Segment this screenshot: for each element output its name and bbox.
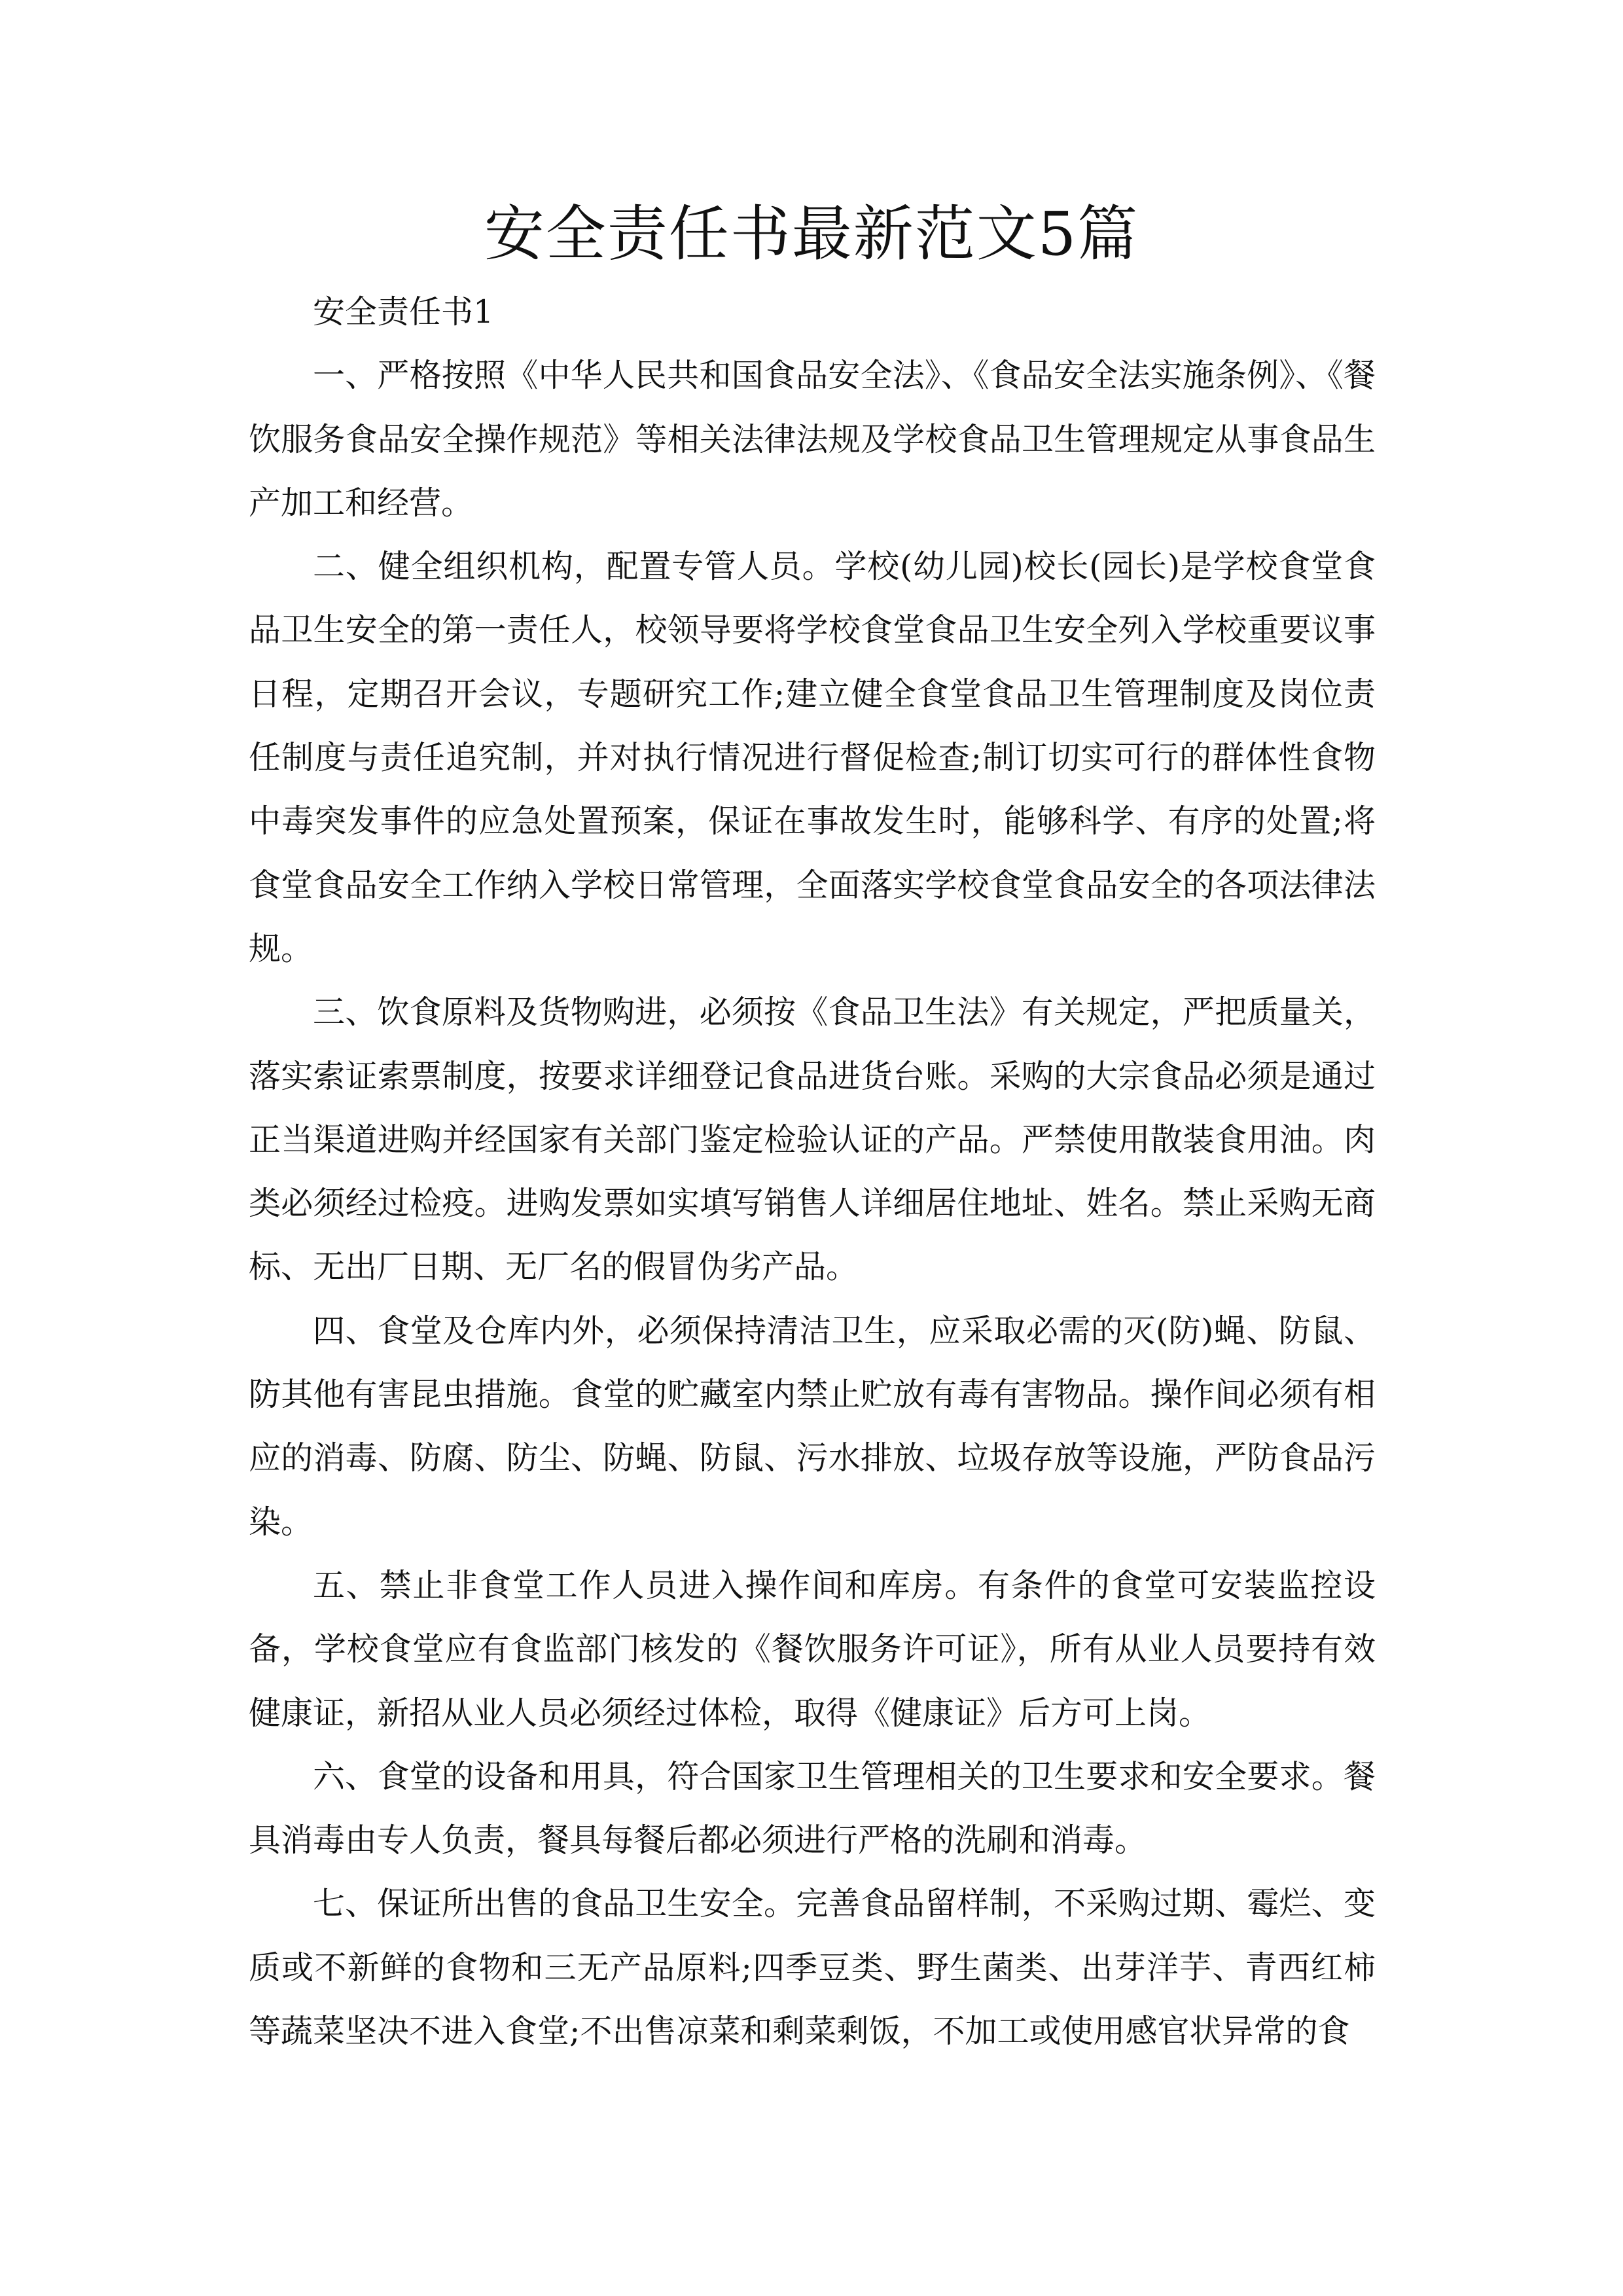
paragraph-3: 三、饮食原料及货物购进，必须按《食品卫生法》有关规定，严把质量关，落实索证索票制度，按要求详细登记食品进货台账。采购的大宗食品必须是通过正当渠道进购并经国家有关部门鉴定检验认证的产品。严禁使用散装食用油。肉类必须经过检疫。进购发票如实填写销售人详细居住地址、姓名。禁止采购无商标、无出厂日期、无厂名的假冒伪劣产品。 [249,994,1376,1286]
document-title: 安全责任书最新范文5篇 [484,199,1139,269]
section-heading: 安全责任书1 [313,293,494,331]
paragraph-2: 二、健全组织机构，配置专管人员。学校(幼儿园)校长(园长)是学校食堂食品卫生安全的第一责任人，校领导要将学校食堂食品卫生安全列入学校重要议事日程，定期召开会议，专题研究工作;建立健全食堂食品卫生管理制度及岗位责任制度与责任追究制，并对执行情况进行督促检查;制订切实可行的群体性食物中毒突发事件的应急处置预案，保证在事故发生时，能够科学、有序的处置;将食堂食品安全工作纳入学校日常管理，全面落实学校食堂食品安全的各项法律法规。 [249,548,1376,967]
paragraph-4: 四、食堂及仓库内外，必须保持清洁卫生，应采取必需的灭(防)蝇、防鼠、防其他有害昆虫措施。食堂的贮藏室内禁止贮放有毒有害物品。操作间必须有相应的消毒、防腐、防尘、防蝇、防鼠、污水排放、垃圾存放等设施，严防食品污染。 [249,1312,1376,1541]
paragraph-5: 五、禁止非食堂工作人员进入操作间和库房。有条件的食堂可安装监控设备，学校食堂应有食监部门核发的《餐饮服务许可证》，所有从业人员要持有效健康证，新招从业人员必须经过体检，取得《健康证》后方可上岗。 [249,1566,1376,1732]
paragraph-6: 六、食堂的设备和用具，符合国家卫生管理相关的卫生要求和安全要求。餐具消毒由专人负责，餐具每餐后都必须进行严格的洗刷和消毒。 [249,1757,1376,1859]
paragraph-1: 一、严格按照《中华人民共和国食品安全法》、《食品安全法实施条例》、《餐饮服务食品安全操作规范》等相关法律法规及学校食品卫生管理规定从事食品生产加工和经营。 [249,357,1376,522]
document-body [249,280,1376,2063]
paragraph-7: 七、保证所出售的食品卫生安全。完善食品留样制，不采购过期、霉烂、变质或不新鲜的食物和三无产品原料;四季豆类、野生菌类、出芽洋芋、青西红柿等蔬菜坚决不进入食堂;不出售凉菜和剩菜剩饭，不加工或使用感官状异常的食 [249,1885,1376,2051]
